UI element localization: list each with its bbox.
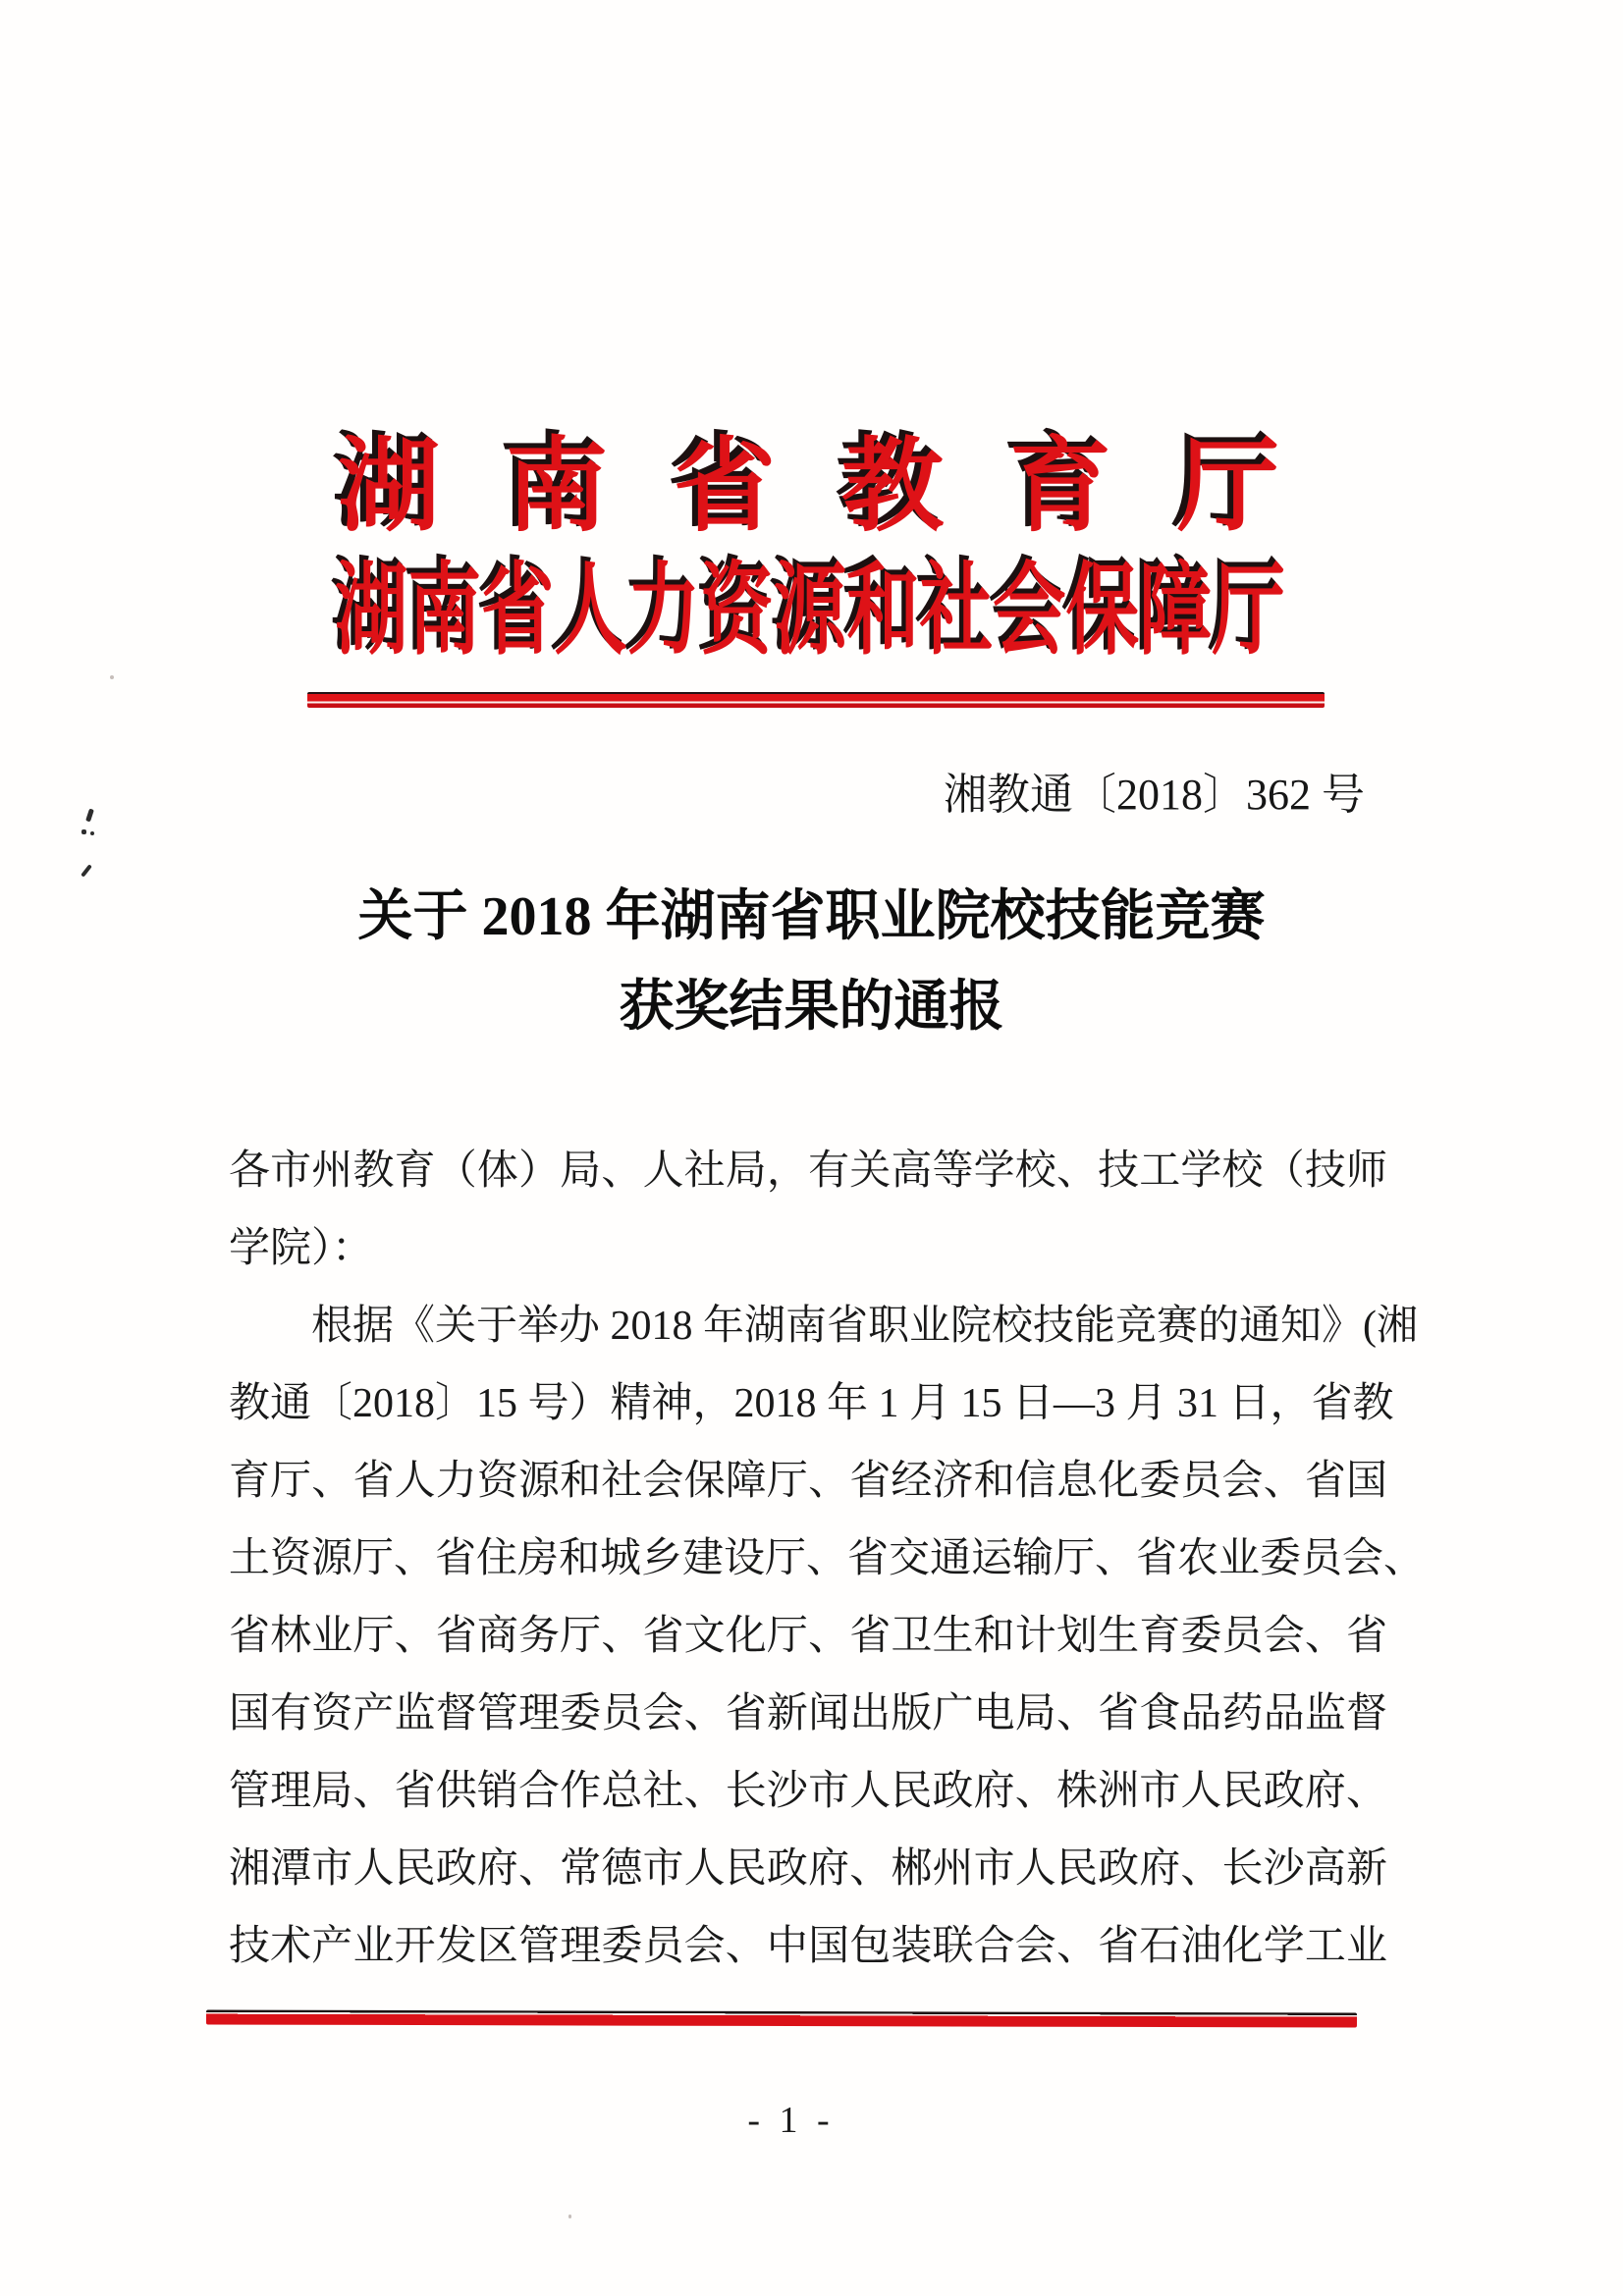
body-line: 湘潭市人民政府、常德市人民政府、郴州市人民政府、长沙高新 (229, 1846, 1387, 1892)
document-title (0, 872, 1623, 1052)
body-line: 省林业厅、省商务厅、省文化厅、省卫生和计划生育委员会、省 (229, 1614, 1387, 1659)
body-line: 各市州教育（体）局、人社局，有关高等学校、技工学校（技师 (229, 1148, 1387, 1194)
body-line: 根据《关于举办 2018 年湖南省职业院校技能竞赛的通知》(湘 (311, 1304, 1418, 1349)
title-line-2: 获奖结果的通报 (619, 977, 1004, 1038)
page-number: - 1 - (747, 2100, 835, 2141)
body-line: 技术产业开发区管理委员会、中国包装联合会、省石油化学工业 (229, 1924, 1387, 1969)
body-line: 育厅、省人力资源和社会保障厅、省经济和信息化委员会、省国 (229, 1459, 1387, 1504)
red-separator-top (307, 692, 1325, 708)
agency-name-line2: 湖南省人力资源和社会保障厅 (335, 557, 1285, 667)
body-line: 国有资产监督管理委员会、省新闻出版广电局、省食品药品监督 (229, 1691, 1387, 1736)
scan-speck (568, 2215, 571, 2218)
body-line: 学院）： (229, 1226, 374, 1271)
document-number: 湘教通〔2018〕362 号 (944, 771, 1365, 819)
body-line: 教通〔2018〕15 号）精神，2018 年 1 月 15 日—3 月 31 日，省教 (229, 1381, 1394, 1426)
scan-speck (85, 809, 94, 823)
title-line-1: 关于 2018 年湖南省职业院校技能竞赛 (357, 886, 1266, 947)
document-body (229, 1133, 1426, 1986)
scan-speck (90, 831, 94, 835)
red-separator-bottom (206, 2009, 1357, 2027)
scan-speck (110, 675, 114, 679)
scan-speck (81, 829, 86, 834)
body-line: 管理局、省供销合作总社、长沙市人民政府、株洲市人民政府、 (229, 1769, 1387, 1814)
body-line: 土资源厅、省住房和城乡建设厅、省交通运输厅、省农业委员会、 (229, 1536, 1426, 1581)
agency-name-line1: 湖南省教育厅 (338, 431, 1346, 544)
